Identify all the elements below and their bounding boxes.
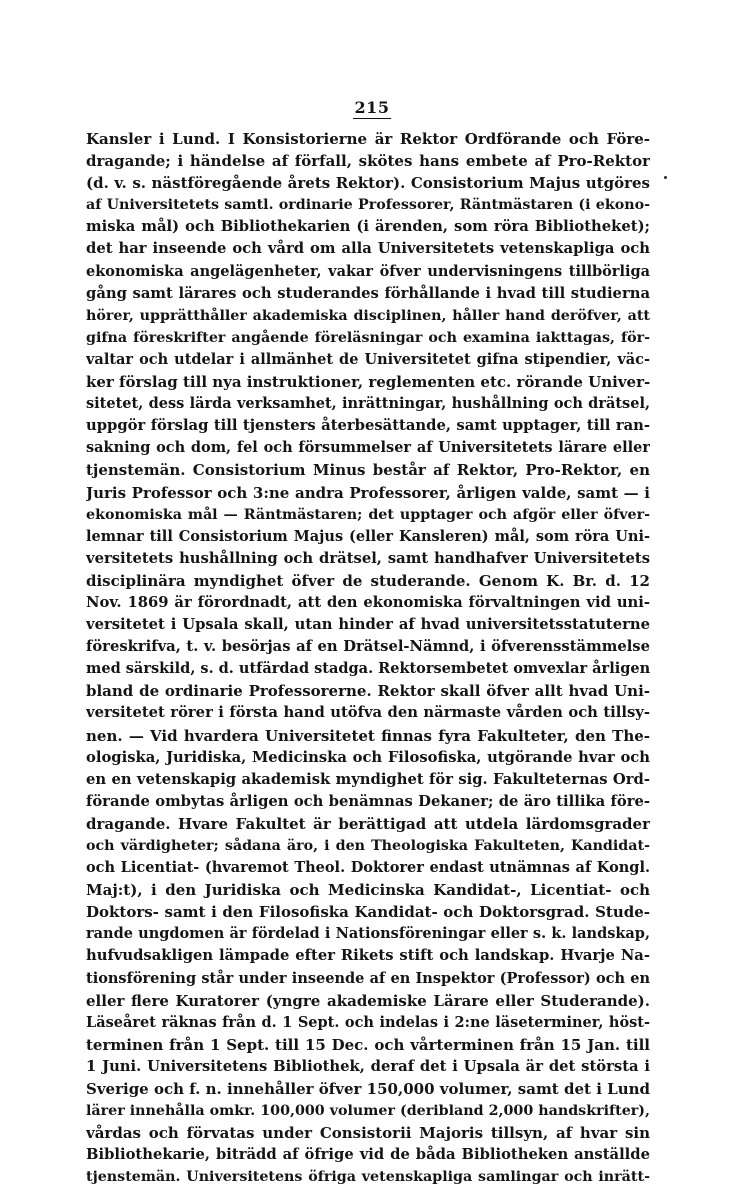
text-line: Läseåret räknas från d. 1 Sept. och indelas i 2:ne läseterminer, höst- [86, 1013, 650, 1031]
text-line: valtar och utdelar i allmänhet de Universitetet gifna stipendier, väc- [86, 350, 650, 368]
text-line: och värdigheter; sådana äro, i den Theologiska Fakulteten, Kandidat- [86, 838, 650, 854]
text-line: ekonomiska mål — Räntmästaren; det upptager och afgör eller öfver- [86, 506, 650, 523]
text-line: uppgör förslag till tjensters återbesättande, samt upptager, till ran- [86, 417, 650, 435]
text-line: och Licentiat- (hvaremot Theol. Doktorer endast utnämnas af Kongl. [86, 859, 650, 877]
text-line: hufvudsakligen lämpade efter Rikets stift och landskap. Hvarje Na- [86, 947, 650, 965]
text-line: versitetet i Upsala skall, utan hinder af hvad universitetsstatuterne [86, 616, 650, 634]
page-number-text: 215 [354, 98, 390, 117]
text-line: eller flere Kuratorer (yngre akademiske Lärare eller Studerande). [86, 991, 650, 1010]
text-line: lärer innehålla omkr. 100,000 volumer (deribland 2,000 handskrifter), [86, 1103, 650, 1120]
text-line: gång samt lärares och studerandes förhållande i hvad till studierna [86, 284, 650, 302]
page-number [0, 98, 744, 117]
text-line: miska mål) och Bibliothekarien (i ärenden, som röra Bibliotheket); [86, 218, 650, 236]
text-line: Sverige och f. n. innehåller öfver 150,000 volumer, samt det i Lund [86, 1080, 650, 1099]
text-line: dragande. Hvare Fakultet är berättigad att utdela lärdomsgrader [86, 814, 650, 833]
text-line: (d. v. s. nästföregående årets Rektor). Consistorium Majus utgöres [86, 174, 650, 193]
text-line: Nov. 1869 är förordnadt, att den ekonomiska förvaltningen vid uni- [86, 593, 650, 611]
text-line: rande ungdomen är fördelad i Nationsföreningar eller s. k. landskap, [86, 925, 650, 943]
text-line: Doktors- samt i den Filosofiska Kandidat- och Doktorsgrad. Stude- [86, 903, 650, 922]
text-line: med särskild, s. d. utfärdad stadga. Rektorsembetet omvexlar årligen [86, 660, 650, 678]
text-line: sitetet, dess lärda verksamhet, inrättningar, hushållning och drätsel, [86, 395, 650, 413]
text-line: nen. — Vid hvardera Universitetet finnas fyra Fakulteter, den The- [86, 726, 650, 745]
text-line: vårdas och förvatas under Consistorii Majoris tillsyn, af hvar sin [86, 1124, 650, 1143]
text-line: ekonomiska angelägenheter, vakar öfver undervisningens tillbörliga [86, 262, 650, 280]
text-line: sakning och dom, fel och försummelser af Universitetets lärare eller [86, 439, 650, 457]
text-line: det har inseende och vård om alla Universitetets vetenskapliga och [86, 240, 650, 258]
text-line: Juris Professor och 3:ne andra Professorer, årligen valde, samt — i [86, 483, 650, 502]
text-line: versitetets hushållning och drätsel, samt handhafver Universitetets [86, 549, 650, 567]
text-line: ologiska, Juridiska, Medicinska och Filosofiska, utgörande hvar och [86, 748, 650, 766]
text-line: versitetet rörer i första hand utöfva den närmaste vården och tillsy- [86, 704, 650, 722]
text-line: föreskrifva, t. v. besörjas af en Drätsel-Nämnd, i öfverensstämmelse [86, 638, 650, 656]
body-text [86, 128, 650, 1189]
text-line: 1 Juni. Universitetens Bibliothek, deraf det i Upsala är det största i [86, 1057, 650, 1075]
text-line: Bibliothekarie, biträdd af öfrige vid de båda Bibliotheken anställde [86, 1146, 650, 1164]
text-line: lemnar till Consistorium Majus (eller Kansleren) mål, som röra Uni- [86, 527, 650, 545]
text-line: förande ombytas årligen och benämnas Dekaner; de äro tillika före- [86, 792, 650, 810]
text-line: hörer, upprätthåller akademiska disciplinen, håller hand deröfver, att [86, 307, 650, 324]
text-line: disciplinära myndighet öfver de studerande. Genom K. Br. d. 12 [86, 571, 650, 590]
text-line: terminen från 1 Sept. till 15 Dec. och vårterminen från 15 Jan. till [86, 1035, 650, 1054]
text-line: ker förslag till nya instruktioner, reglementen etc. rörande Univer- [86, 373, 650, 392]
text-line: tjenstemän. Consistorium Minus består af Rektor, Pro-Rektor, en [86, 461, 650, 480]
text-line: Maj:t), i den Juridiska och Medicinska Kandidat-, Licentiat- och [86, 881, 650, 900]
text-line: dragande; i händelse af förfall, skötes hans embete af Pro-Rektor [86, 152, 650, 171]
margin-mark [664, 176, 667, 179]
text-line: tjenstemän. Universitetens öfriga vetenskapliga samlingar och inrätt- [86, 1169, 650, 1186]
text-line: af Universitetets samtl. ordinarie Professorer, Räntmästaren (i ekono- [86, 197, 650, 214]
text-line: Kansler i Lund. I Konsistorierne är Rektor Ordförande och Före- [86, 130, 650, 148]
text-line: gifna föreskrifter angående föreläsningar och examina iakttagas, för- [86, 329, 650, 346]
text-line: en en vetenskapig akademisk myndighet för sig. Fakulteternas Ord- [86, 770, 650, 788]
text-line: tionsförening står under inseende af en Inspektor (Professor) och en [86, 969, 650, 987]
text-line: bland de ordinarie Professorerne. Rektor skall öfver allt hvad Uni- [86, 682, 650, 701]
